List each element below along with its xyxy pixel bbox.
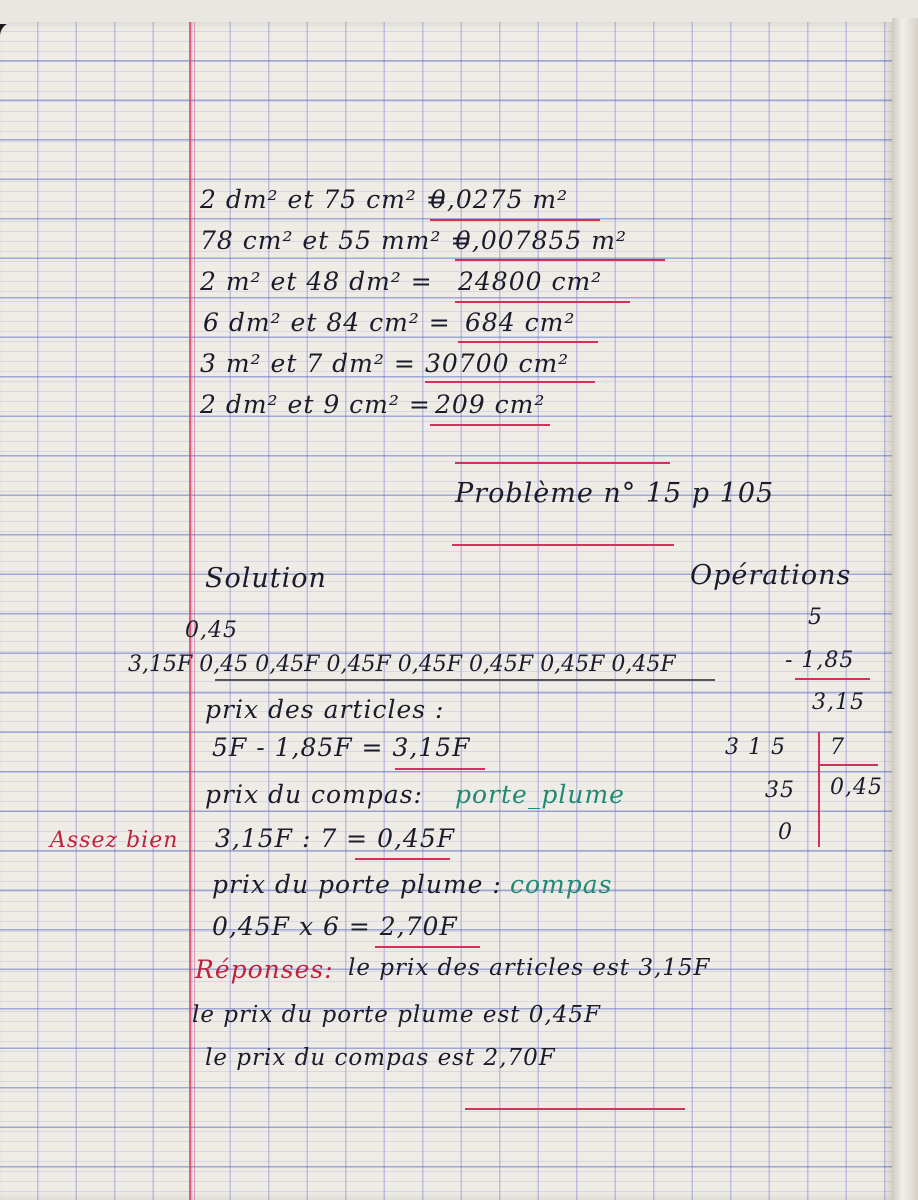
- conversion-5-right: 30700 cm²: [425, 349, 570, 378]
- notebook-spine: [892, 18, 918, 1200]
- step-correction-compas: compas: [510, 870, 613, 899]
- op-div-quotient: 0,45: [830, 775, 883, 800]
- conversion-6-left: 2 dm² et 9 cm² =: [200, 390, 431, 419]
- conversion-4-underline: [458, 341, 598, 343]
- conversion-4-left: 6 dm² et 84 cm² =: [203, 308, 451, 337]
- op-div-dividend: 3 1 5: [725, 735, 786, 760]
- conversion-2-underline: [455, 259, 665, 261]
- conversion-2-left: 78 cm² et 55 mm² =: [200, 226, 473, 255]
- page-end-rule: [465, 1108, 685, 1110]
- op-sub-minus: - 1,85: [785, 648, 855, 673]
- diagram-row: 3,15F 0,45 0,45F 0,45F 0,45F 0,45F 0,45F 0,45F: [128, 652, 676, 677]
- step-calc-porte-plume-underline: [355, 858, 450, 860]
- step-calc-porte-plume: 3,15F : 7 = 0,45F: [215, 824, 456, 853]
- op-div-horizontal: [818, 764, 878, 766]
- step-prix-articles: prix des articles :: [205, 695, 445, 724]
- conversion-6-underline: [430, 424, 550, 426]
- conversion-1-left: 2 dm² et 75 cm² =: [200, 185, 448, 214]
- problem-title: Problème n° 15 p 105: [455, 478, 775, 509]
- notebook-top-edge: [0, 0, 918, 24]
- step-prix-compas: prix du compas:: [205, 780, 423, 809]
- margin-line: [189, 22, 191, 1200]
- margin-note: Assez bien: [50, 828, 179, 853]
- op-div-remainder-2: 0: [778, 820, 793, 845]
- conversion-6-right: 209 cm²: [435, 390, 546, 419]
- answer-line-1: le prix des articles est 3,15F: [348, 955, 711, 981]
- conversion-5-underline: [425, 381, 595, 383]
- conversion-1-underline: [430, 219, 600, 221]
- solution-heading: Solution: [205, 563, 327, 594]
- conversion-3-right: 24800 cm²: [458, 267, 603, 296]
- op-div-remainder-1: 35: [765, 778, 795, 803]
- conversion-3-left: 2 m² et 48 dm² =: [200, 267, 433, 296]
- conversion-2-right: 0,007855 m²: [455, 226, 627, 255]
- title-top-rule: [455, 462, 670, 464]
- answer-line-3: le prix du compas est 2,70F: [205, 1045, 556, 1071]
- operations-heading: Opérations: [690, 560, 852, 591]
- answer-line-2: le prix du porte plume est 0,45F: [192, 1002, 601, 1028]
- op-sub-line: [795, 678, 870, 680]
- step-prix-porte-plume: prix du porte plume :: [212, 870, 502, 899]
- op-sub-top: 5: [808, 605, 823, 630]
- op-div-vertical: [818, 732, 820, 847]
- op-div-divisor: 7: [830, 735, 845, 760]
- step-correction-porte-plume: porte_plume: [455, 780, 625, 809]
- step-calc-articles-underline: [395, 768, 485, 770]
- answers-label: Réponses:: [195, 955, 334, 984]
- step-calc-articles: 5F - 1,85F = 3,15F: [212, 733, 471, 762]
- step-calc-compas-underline: [375, 946, 480, 948]
- diagram-top-label: 0,45: [185, 618, 238, 643]
- conversion-1-right: 0,0275 m²: [430, 185, 569, 214]
- conversion-4-right: 684 cm²: [465, 308, 576, 337]
- conversion-5-left: 3 m² et 7 dm² =: [200, 349, 416, 378]
- step-calc-compas: 0,45F x 6 = 2,70F: [212, 912, 458, 941]
- op-sub-result: 3,15: [812, 690, 865, 715]
- conversion-3-underline: [455, 301, 630, 303]
- title-bottom-rule: [452, 544, 674, 546]
- diagram-line: [215, 679, 715, 681]
